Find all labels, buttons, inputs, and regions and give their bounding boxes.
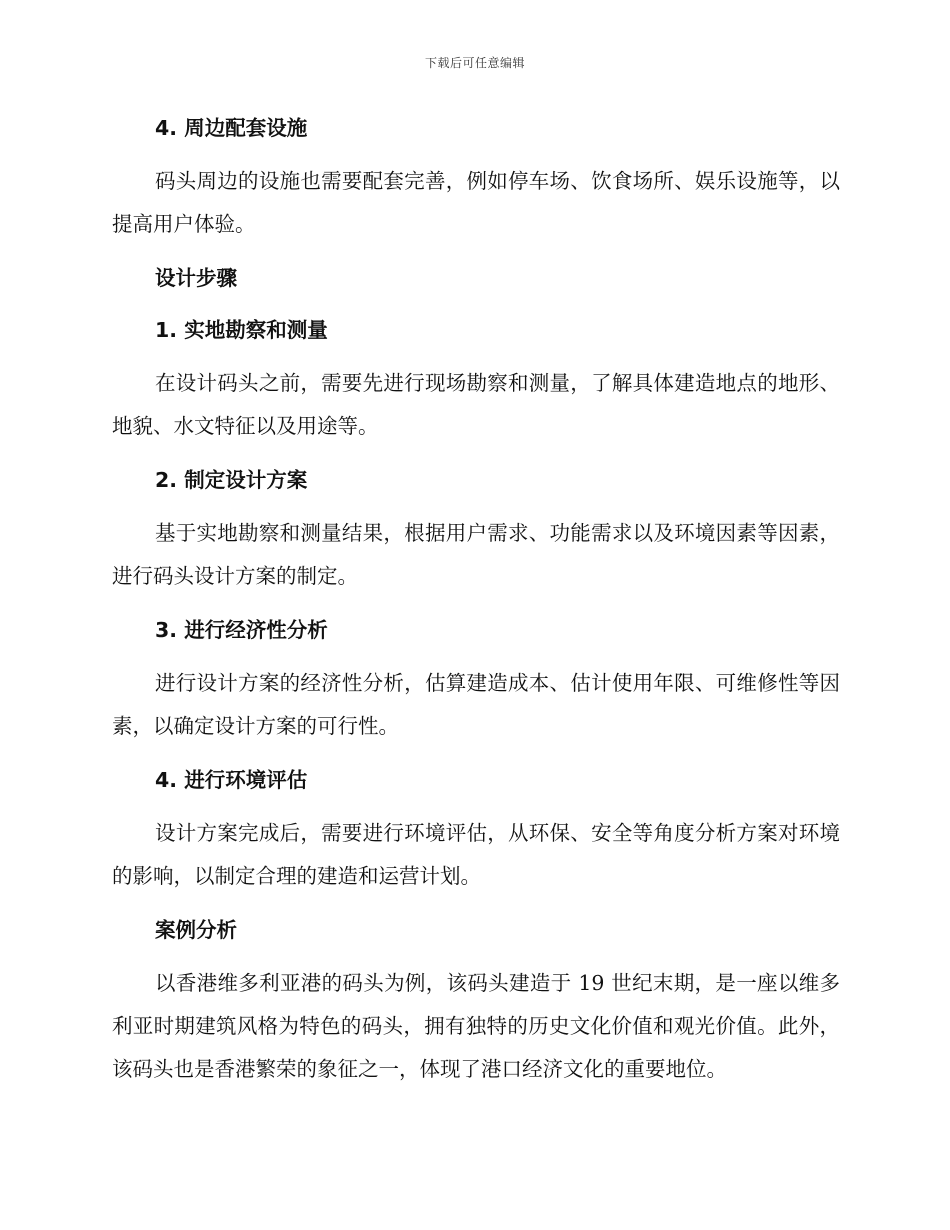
paragraph-economic-analysis: 进行设计方案的经济性分析，估算建造成本、估计使用年限、可维修性等因素，以确定设计方案的可行性。 bbox=[112, 671, 840, 738]
section-heading-case-study: 案例分析 bbox=[155, 918, 237, 942]
section-heading-design-plan: 2. 制定设计方案 bbox=[155, 468, 308, 492]
paragraph-survey: 在设计码头之前，需要先进行现场勘察和测量，了解具体建造地点的地形、地貌、水文特征以及用途等。 bbox=[112, 371, 840, 438]
section-heading-economic-analysis: 3. 进行经济性分析 bbox=[155, 618, 328, 642]
paragraph-case-study: 以香港维多利亚港的码头为例，该码头建造于 19 世纪末期，是一座以维多利亚时期建筑风格为特色的码头，拥有独特的历史文化价值和观光价值。此外，该码头也是香港繁荣的象征之一，体现了港口经济文化的重要地位。 bbox=[112, 971, 840, 1081]
paragraph-environment-assessment: 设计方案完成后，需要进行环境评估，从环保、安全等角度分析方案对环境的影响，以制定合理的建造和运营计划。 bbox=[112, 821, 840, 888]
section-heading-facilities: 4. 周边配套设施 bbox=[155, 116, 308, 140]
section-heading-environment-assessment: 4. 进行环境评估 bbox=[155, 768, 308, 792]
paragraph-design-plan: 基于实地勘察和测量结果，根据用户需求、功能需求以及环境因素等因素，进行码头设计方案的制定。 bbox=[112, 521, 840, 588]
paragraph-facilities: 码头周边的设施也需要配套完善，例如停车场、饮食场所、娱乐设施等，以提高用户体验。 bbox=[112, 169, 840, 236]
section-heading-survey: 1. 实地勘察和测量 bbox=[155, 318, 328, 342]
document-body bbox=[112, 108, 840, 1091]
section-heading-design-steps: 设计步骤 bbox=[155, 266, 237, 290]
page-header: 下载后可任意编辑 bbox=[424, 56, 525, 70]
